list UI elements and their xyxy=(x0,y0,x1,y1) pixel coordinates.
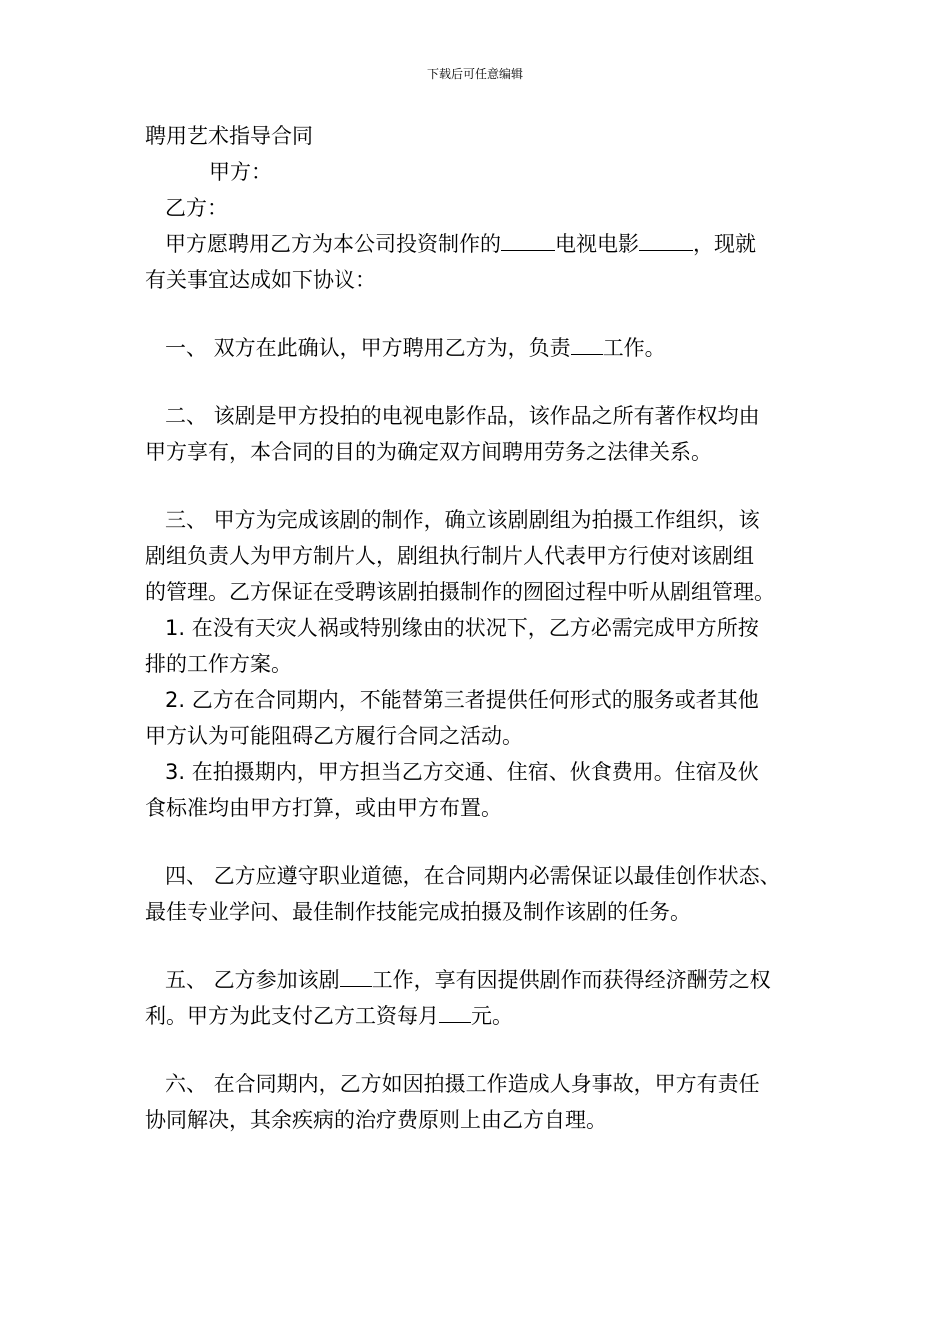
section-4-line-2: 最佳专业学问、最佳制作技能完成拍摄及制作该剧的任务。 xyxy=(145,900,691,924)
section-5-text-4: 元。 xyxy=(471,1004,513,1028)
contract-body xyxy=(145,118,825,1138)
section-3-line-1: 三、 甲方为完成该剧的制作，确立该剧剧组为拍摄工作组织，该 xyxy=(165,508,760,532)
section-6-line-1: 六、 在合同期内，乙方如因拍摄工作造成人身事故，甲方有责任 xyxy=(165,1072,760,1096)
intro-text-3: ，现就 xyxy=(693,232,756,256)
section-2-line-1: 二、 该剧是甲方投拍的电视电影作品，该作品之所有著作权均由 xyxy=(165,404,760,428)
section-4-line-1: 四、 乙方应遵守职业道德，在合同期内必需保证以最佳创作状态、 xyxy=(165,864,781,888)
document-title: 聘用艺术指导合同 xyxy=(145,124,313,148)
party-b-label: 乙方： xyxy=(165,196,228,220)
section-1-text-end: 工作。 xyxy=(602,336,666,360)
intro-text-2: 电视电影 xyxy=(555,232,639,256)
section-3-line-3: 的管理。乙方保证在受聘该剧拍摄制作的囫囵过程中听从剧组管理。 xyxy=(145,580,775,604)
blank-underline xyxy=(439,1000,471,1023)
section-5-text-1: 五、 乙方参加该剧 xyxy=(165,968,340,992)
section-5-line-1 xyxy=(145,962,825,998)
blank-underline xyxy=(571,332,603,355)
section-3-item-3-line-1: 3. 在拍摄期内，甲方担当乙方交通、住宿、伙食费用。住宿及伙 xyxy=(165,760,759,784)
blank-underline xyxy=(340,964,372,987)
section-3-item-1-line-1: 1. 在没有天灾人祸或特别缘由的状况下，乙方必需完成甲方所按 xyxy=(165,616,759,640)
section-2-line-2: 甲方享有，本合同的目的为确定双方间聘用劳务之法律关系。 xyxy=(145,440,712,464)
section-3-line-2: 剧组负责人为甲方制片人，剧组执行制片人代表甲方行使对该剧组 xyxy=(145,544,754,568)
section-5-text-3: 利。甲方为此支付乙方工资每月 xyxy=(145,1004,439,1028)
intro-line-2: 有关事宜达成如下协议： xyxy=(145,268,376,292)
section-5-line-2 xyxy=(145,998,825,1034)
blank-underline xyxy=(639,228,693,251)
intro-line-1 xyxy=(145,226,825,262)
section-1 xyxy=(145,330,825,366)
section-3-item-3-line-2: 食标准均由甲方打算，或由甲方布置。 xyxy=(145,796,502,820)
section-5-text-2: 工作，享有因提供剧作而获得经济酬劳之权 xyxy=(371,968,771,992)
section-6-line-2: 协同解决，其余疾病的治疗费原则上由乙方自理。 xyxy=(145,1108,607,1132)
party-a-label: 甲方： xyxy=(209,160,272,184)
section-3-item-1-line-2: 排的工作方案。 xyxy=(145,652,292,676)
section-3-item-2-line-1: 2. 乙方在合同期内，不能替第三者提供任何形式的服务或者其他 xyxy=(165,688,759,712)
section-1-text: 一、 双方在此确认，甲方聘用乙方为，负责 xyxy=(165,336,571,360)
blank-underline xyxy=(501,228,555,251)
intro-text-1: 甲方愿聘用乙方为本公司投资制作的 xyxy=(165,232,501,256)
section-3-item-2-line-2: 甲方认为可能阻碍乙方履行合同之活动。 xyxy=(145,724,523,748)
header-note: 下载后可任意编辑 xyxy=(426,67,523,81)
